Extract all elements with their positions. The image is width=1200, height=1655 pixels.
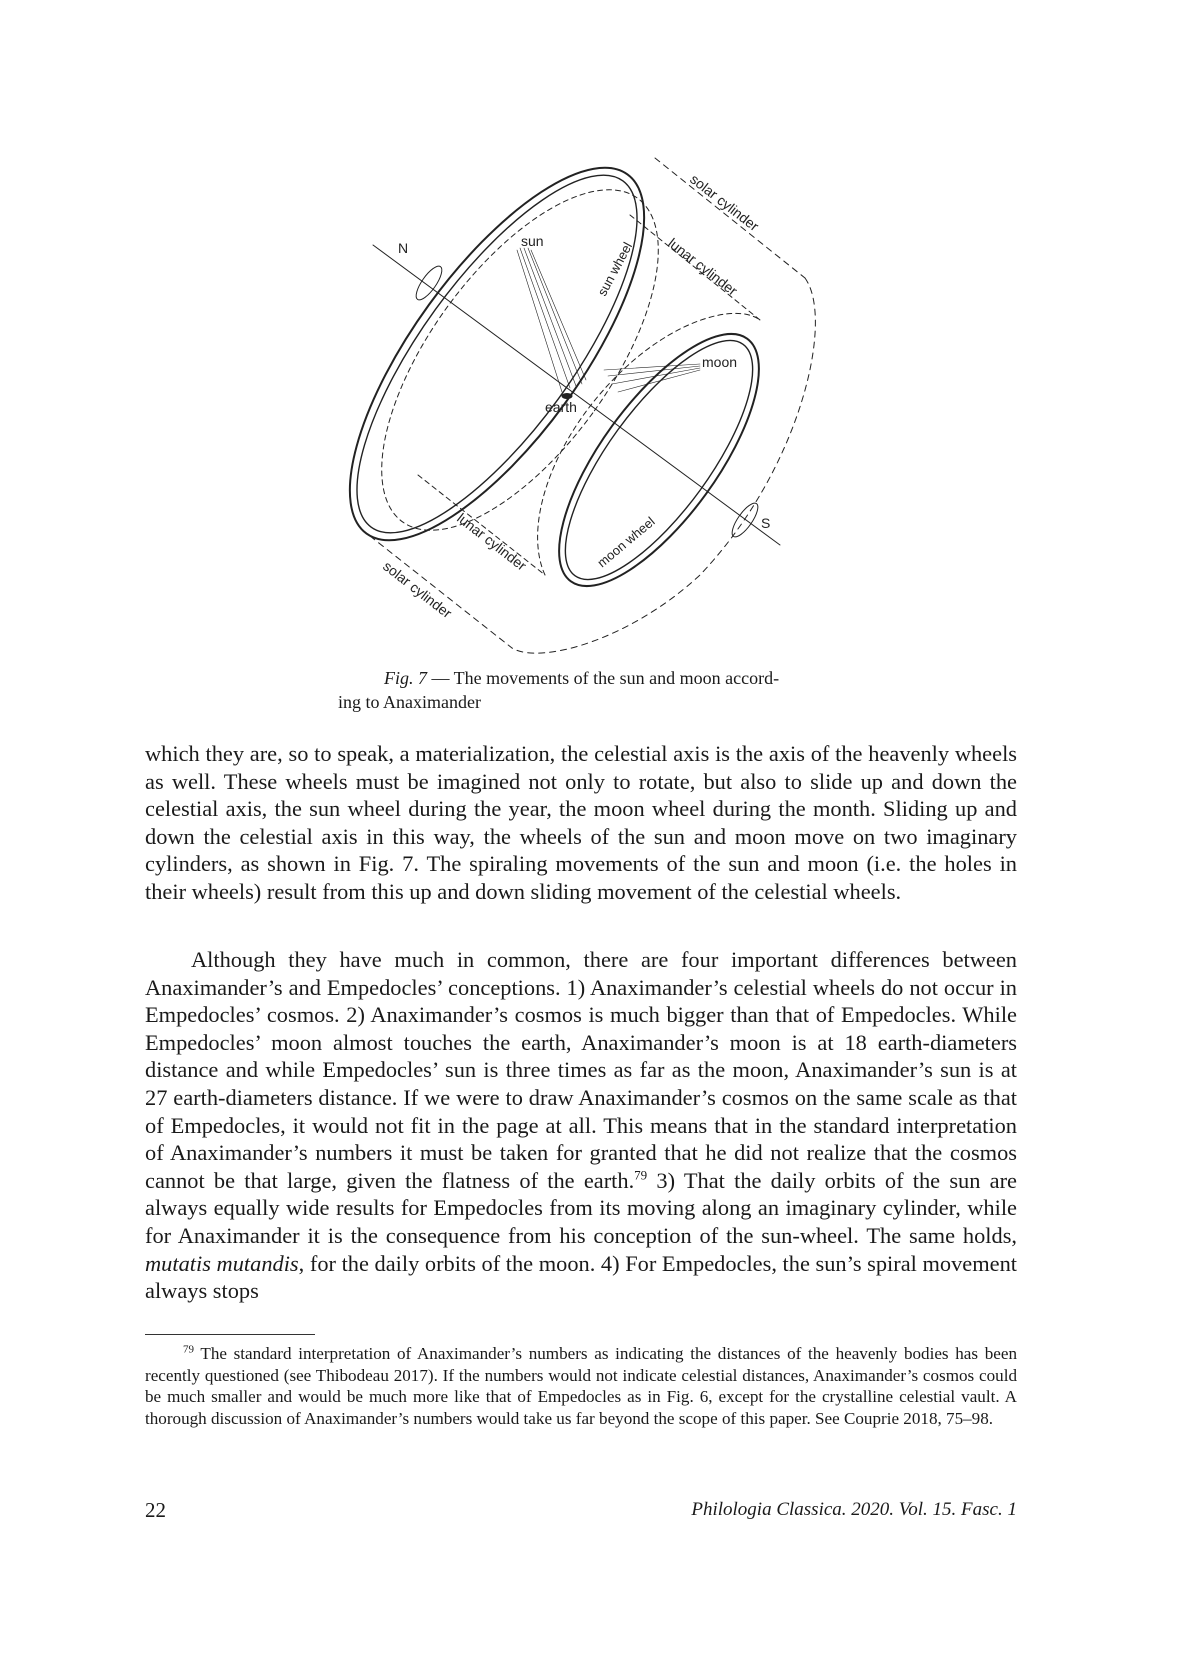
moon-wheel-label: moon wheel xyxy=(594,513,658,571)
paragraph-2-italic: mutatis mutandis xyxy=(145,1250,299,1276)
caption-line-1 xyxy=(338,666,818,690)
paragraph-2-part-2: 3) That the daily orbits of the sun are always equally wide results for Empedocles from its moving along an imaginary cylinder, while for Anaximander it is the consequence from his conception of the sun-wheel. The same holds, xyxy=(145,1167,1017,1248)
solar-cylinder-top-edge xyxy=(655,158,805,278)
sun-label: sun xyxy=(521,233,544,249)
north-label: N xyxy=(398,240,409,256)
solar-cylinder-inner-outline xyxy=(340,145,710,574)
anaximander-cosmos-diagram xyxy=(340,130,820,670)
paragraph-2-part-3: , for the daily orbits of the moon. 4) For Empedocles, the sun’s spiral movement always stops xyxy=(145,1250,1017,1304)
south-rotation-marker xyxy=(728,500,762,541)
earth-label: earth xyxy=(545,399,577,415)
paragraph-1-text: which they are, so to speak, a materialization, the celestial axis is the axis of the heavenly wheels as well. These wheels must be imagined not only to rotate, but also to slide up and down the celestial axis, the sun wheel during the year, the moon wheel during the month. Sliding up and down the celestial axis in this way, the wheels of the sun and moon move on two imaginary cylinders, as shown in Fig. 7. The spiraling movements of the sun and moon (i.e. the holes in their wheels) result from this up and down sliding movement of the celestial wheels. xyxy=(145,741,1017,904)
solar-cylinder-bottom-label: solar cylinder xyxy=(380,557,456,622)
figure-7 xyxy=(340,130,820,670)
moon-label: moon xyxy=(702,354,738,370)
caption-fig-label: Fig. 7 xyxy=(384,668,427,688)
celestial-axis xyxy=(373,245,780,545)
figure-caption xyxy=(338,666,818,714)
earth-disc xyxy=(562,394,572,399)
lunar-cylinder-back-arc xyxy=(538,313,760,575)
moon-wheel-inner xyxy=(534,314,785,605)
footnote-separator xyxy=(145,1334,315,1335)
north-rotation-marker xyxy=(412,263,446,304)
footnote-reference-79[interactable]: 79 xyxy=(634,1167,648,1183)
footnote-79 xyxy=(145,1343,1017,1429)
caption-line-1-text: — The movements of the sun and moon accord- xyxy=(427,668,780,688)
page-number: 22 xyxy=(145,1498,166,1522)
sun-ray-lines xyxy=(517,248,586,392)
running-title: Philologia Classica. 2020. Vol. 15. Fasc. 1 xyxy=(691,1499,1017,1520)
south-label: S xyxy=(761,515,771,531)
sun-wheel-inner xyxy=(340,136,684,572)
solar-cylinder-far-arc xyxy=(512,278,815,653)
caption-line-2: ing to Anaximander xyxy=(338,692,481,712)
moon-wheel-outer xyxy=(524,305,794,616)
solar-cylinder-top-label: solar cylinder xyxy=(687,170,763,235)
sun-wheel-label: sun wheel xyxy=(594,239,636,299)
paragraph-2-text xyxy=(145,946,1017,1305)
footnote-number: 79 xyxy=(183,1343,194,1356)
paragraph-2-part-1: Although they have much in common, there are four important differences between Anaximander’s and Empedocles’ conceptions. 1) Anaximander’s celestial wheels do not occur in Empedocles’ cosmos. 2) Anaximander’s cosmos is much bigger than that of Empedocles. While Empedocles’ moon almost touches the earth, Anaximander’s moon is at 18 earth-diameters distance and while Empedocles’ sun is three times as far as the moon, Anaximander’s sun is at 27 earth-diameters distance. If we were to draw Anaximander’s cosmos on the same scale as that of Empedocles, it would not fit in the page at all. This means that in the standard interpretation of Anaximander’s numbers it must be taken for granted that he did not realize that the cosmos cannot be that large, given the flatness of the earth. xyxy=(145,947,1017,1193)
body-paragraph-1 xyxy=(145,740,1017,906)
lunar-cylinder-top-label: lunar cylinder xyxy=(665,234,741,299)
body-paragraph-2 xyxy=(145,946,1017,1305)
lunar-cylinder-bottom-label: lunar cylinder xyxy=(454,509,530,574)
sun-wheel-outer xyxy=(340,130,695,583)
footnote-text: The standard interpretation of Anaximander’s numbers as indicating the distances of the heavenly bodies has been recently questioned (see Thibodeau 2017). If the numbers would not indicate celestial distances, Anaximander’s cosmos could be much smaller and would be much more like that of Empedocles as in Fig. 6, except for the crystalline celestial vault. A thorough discussion of Anaximander’s numbers would take us far beyond the scope of this paper. See Couprie 2018, 75–98. xyxy=(145,1344,1017,1428)
solar-cylinder-bottom-edge xyxy=(370,536,512,648)
